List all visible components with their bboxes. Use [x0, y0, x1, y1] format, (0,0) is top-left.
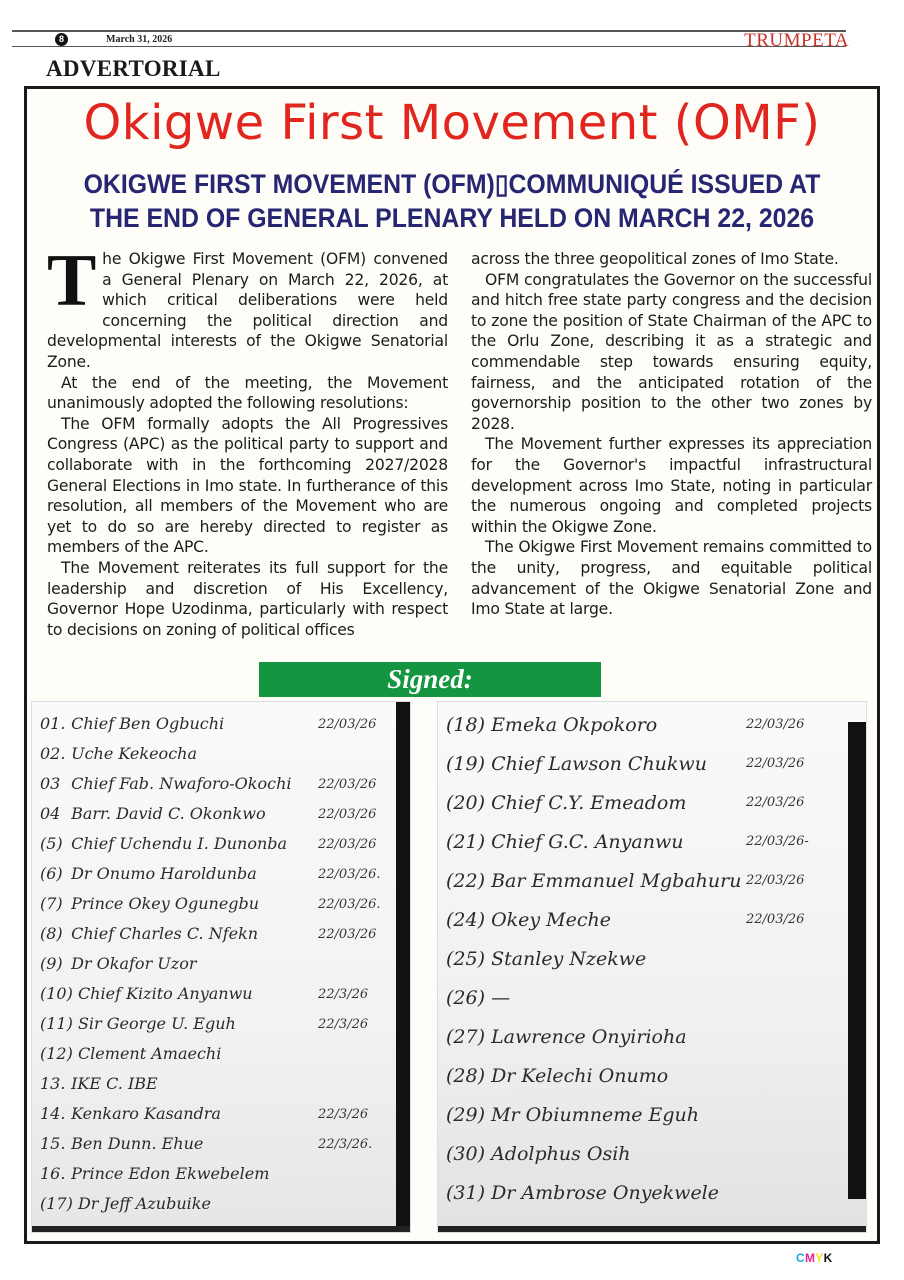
paragraph-2: At the end of the meeting, the Movement unanimously adopted the following resolutions:: [47, 373, 448, 413]
signature-row: [40, 1134, 408, 1153]
signature-sheet-left: [31, 701, 411, 1233]
paragraph-5: OFM congratulates the Governor on the successful and hitch free state party congress and the decision to zone the position of State Chairman of the APC to the Orlu Zone, describing it as a strategic and commendable step towards ensuring equity, fairness, and the anticipated rotation of the governorship position to the other two zones by 2028.: [471, 270, 872, 433]
signature-row: [446, 1143, 836, 1165]
signatory-number: (6): [40, 864, 63, 883]
signatory-name: IKE C. IBE: [71, 1074, 158, 1093]
signatory-number: (17): [40, 1194, 73, 1213]
signature-row: [40, 1194, 408, 1213]
signatory-number: 13.: [40, 1074, 66, 1093]
signature-date: 22/03/26: [746, 912, 805, 927]
signature-row: [40, 924, 408, 943]
signature-row: [446, 870, 836, 892]
signatory-number: (10): [40, 984, 73, 1003]
signatory-name: Lawrence Onyirioha: [491, 1026, 687, 1048]
signatory-name: Emeka Okpokoro: [491, 714, 658, 736]
signature-row: [40, 834, 408, 853]
cmyk-m: M: [804, 1251, 816, 1265]
signature-date: 22/03/26: [318, 717, 377, 732]
signature-row: [40, 984, 408, 1003]
signatory-name: Chief Ben Ogbuchi: [71, 714, 225, 733]
signed-banner: Signed:: [259, 662, 601, 697]
signatory-number: (12): [40, 1044, 73, 1063]
signature-row: [40, 1074, 408, 1093]
signature-row: [40, 1044, 408, 1063]
signatory-number: 01.: [40, 714, 66, 733]
signatory-name: Chief Fab. Nwaforo-Okochi: [71, 774, 292, 793]
signatory-number: (5): [40, 834, 63, 853]
signature-date: 22/3/26: [318, 1107, 369, 1122]
signatory-number: (9): [40, 954, 63, 973]
headline: Okigwe First Movement (OMF): [83, 95, 821, 151]
signatory-name: Dr Jeff Azubuike: [77, 1194, 211, 1213]
masthead-bottom-rule: [12, 46, 846, 47]
signatory-name: Ben Dunn. Ehue: [71, 1134, 204, 1153]
signature-date: 22/03/26: [318, 927, 377, 942]
signature-row: [446, 831, 836, 853]
signatory-name: Clement Amaechi: [77, 1044, 222, 1063]
signatory-name: Sir George U. Eguh: [77, 1014, 236, 1033]
signature-row: [446, 987, 836, 1009]
cmyk-y: Y: [815, 1251, 824, 1265]
signature-date: 22/03/26: [746, 756, 805, 771]
signature-date: 22/3/26.: [318, 1137, 373, 1152]
signature-row: [40, 1164, 408, 1183]
signature-row: [446, 714, 836, 736]
signatory-name: —: [491, 987, 511, 1009]
signature-row: [40, 714, 408, 733]
signature-row: [40, 1014, 408, 1033]
signatory-number: (21): [446, 831, 486, 853]
signatory-number: (11): [40, 1014, 73, 1033]
issue-date: March 31, 2026: [106, 34, 173, 45]
signatory-name: Chief Charles C. Nfekn: [71, 924, 259, 943]
signature-date: 22/3/26: [318, 987, 369, 1002]
signatory-number: (18): [446, 714, 486, 736]
paragraph-4-continued: across the three geopolitical zones of Imo State.: [471, 250, 839, 268]
signature-row: [446, 1026, 836, 1048]
paragraph-6: The Movement further expresses its appreciation for the Governor's impactful infrastructural development across Imo State, noting in particular the numerous ongoing and completed projects within the Okigwe Zone.: [471, 435, 872, 536]
sheet-bottom-shadow: [32, 1226, 410, 1232]
subheadline-line-2: THE END OF GENERAL PLENARY HELD ON MARCH 22, 2026: [89, 203, 815, 233]
signatory-number: (8): [40, 924, 63, 943]
sheet-bottom-shadow: [438, 1226, 866, 1232]
article-column-left: [47, 240, 448, 640]
cmyk-registration: [796, 1251, 833, 1265]
signatory-number: (20): [446, 792, 486, 814]
section-label: ADVERTORIAL: [46, 56, 221, 81]
signatory-name: Kenkaro Kasandra: [71, 1104, 221, 1123]
signature-row: [446, 948, 836, 970]
signatory-name: Bar Emmanuel Mgbahuru: [491, 870, 742, 892]
signature-date: 22/03/26: [746, 717, 805, 732]
signature-date: 22/03/26: [318, 777, 377, 792]
signature-row: [446, 792, 836, 814]
signatory-name: Chief C.Y. Emeadom: [491, 792, 687, 814]
signature-row: [446, 1065, 836, 1087]
signatory-number: (19): [446, 753, 486, 775]
signatory-name: Barr. David C. Okonkwo: [71, 804, 266, 823]
signatory-name: Chief Uchendu I. Dunonba: [71, 834, 288, 853]
signatory-number: 15.: [40, 1134, 66, 1153]
signatory-number: (25): [446, 948, 486, 970]
signatory-name: Dr Ambrose Onyekwele: [491, 1182, 720, 1204]
signatory-name: Dr Onumo Haroldunba: [71, 864, 257, 883]
paragraph-1: [47, 240, 448, 373]
signatory-number: 03: [40, 774, 61, 793]
signatory-number: (27): [446, 1026, 486, 1048]
paragraph-1-text: he Okigwe First Movement (OFM) convened a General Plenary on March 22, 2026, at which critical deliberations were held concerning the political direction and developmental interests of the Okigwe Senatorial Zone.: [47, 250, 448, 371]
signatory-number: (30): [446, 1143, 486, 1165]
signature-date: 22/03/26.: [318, 867, 381, 882]
signatory-name: Chief Lawson Chukwu: [491, 753, 707, 775]
masthead-top-rule: [12, 30, 846, 32]
signatory-name: Prince Edon Ekwebelem: [71, 1164, 270, 1183]
signature-row: [446, 1182, 836, 1204]
signatory-number: 14.: [40, 1104, 66, 1123]
signatory-number: 16.: [40, 1164, 66, 1183]
signature-date: 22/03/26: [318, 837, 377, 852]
paragraph-3: The OFM formally adopts the All Progressives Congress (APC) as the political party to support and collaborate with in the forthcoming 2027/2028 General Elections in Imo state. In furtherance of this resolution, all members of the Movement who are yet to do so are hereby directed to register as members of the APC.: [47, 414, 448, 557]
signature-date: 22/03/26: [746, 873, 805, 888]
article-column-right: [471, 249, 872, 620]
signatory-name: Okey Meche: [491, 909, 611, 931]
signature-date: 22/03/26-: [746, 834, 809, 849]
signatory-number: (24): [446, 909, 486, 931]
signature-row: [40, 894, 408, 913]
signatory-name: Stanley Nzekwe: [491, 948, 647, 970]
page-number-badge: 8: [55, 33, 68, 46]
signature-sheet-right: [437, 701, 867, 1233]
subheadline: [70, 167, 834, 235]
signature-row: [446, 753, 836, 775]
signatory-number: (28): [446, 1065, 486, 1087]
advertorial-frame: [24, 86, 880, 1244]
signatory-name: Dr Okafor Uzor: [71, 954, 197, 973]
signatory-name: Dr Kelechi Onumo: [491, 1065, 669, 1087]
sheet-edge-shadow: [848, 722, 866, 1199]
signature-row: [446, 909, 836, 931]
cmyk-k: K: [823, 1251, 833, 1265]
drop-cap: T: [47, 240, 97, 322]
signature-row: [40, 744, 408, 763]
signatory-number: (26): [446, 987, 486, 1009]
signature-date: 22/03/26.: [318, 897, 381, 912]
signatory-number: (31): [446, 1182, 486, 1204]
paragraph-4: The Movement reiterates its full support for the leadership and discretion of His Excellency, Governor Hope Uzodinma, particularly with respect to decisions on zoning of political offices: [47, 558, 448, 639]
signature-row: [40, 864, 408, 883]
signature-date: 22/03/26: [318, 807, 377, 822]
signatory-number: (7): [40, 894, 63, 913]
paragraph-7: The Okigwe First Movement remains committed to the unity, progress, and equitable political advancement of the Okigwe Senatorial Zone and Imo State at large.: [471, 538, 872, 619]
signature-row: [40, 1104, 408, 1123]
signatory-number: (29): [446, 1104, 486, 1126]
signature-row: [40, 804, 408, 823]
signatory-name: Mr Obiumneme Eguh: [491, 1104, 699, 1126]
cmyk-c: C: [796, 1251, 805, 1265]
signatory-name: Uche Kekeocha: [71, 744, 197, 763]
signatory-name: Chief Kizito Anyanwu: [77, 984, 253, 1003]
signature-row: [40, 774, 408, 793]
signature-row: [40, 954, 408, 973]
signatory-name: Prince Okey Ogunegbu: [71, 894, 260, 913]
signatory-name: Adolphus Osih: [491, 1143, 631, 1165]
subheadline-line-1: OKIGWE FIRST MOVEMENT (OFM)▯COMMUNIQUÉ ISSUED AT: [83, 169, 821, 199]
signature-date: 22/03/26: [746, 795, 805, 810]
signature-row: [446, 1104, 836, 1126]
newspaper-logo: TRUMPETA: [744, 30, 849, 51]
signatory-number: 02.: [40, 744, 66, 763]
signatory-number: 04: [40, 804, 61, 823]
signatory-name: Chief G.C. Anyanwu: [491, 831, 684, 853]
signatory-number: (22): [446, 870, 486, 892]
signature-date: 22/3/26: [318, 1017, 369, 1032]
